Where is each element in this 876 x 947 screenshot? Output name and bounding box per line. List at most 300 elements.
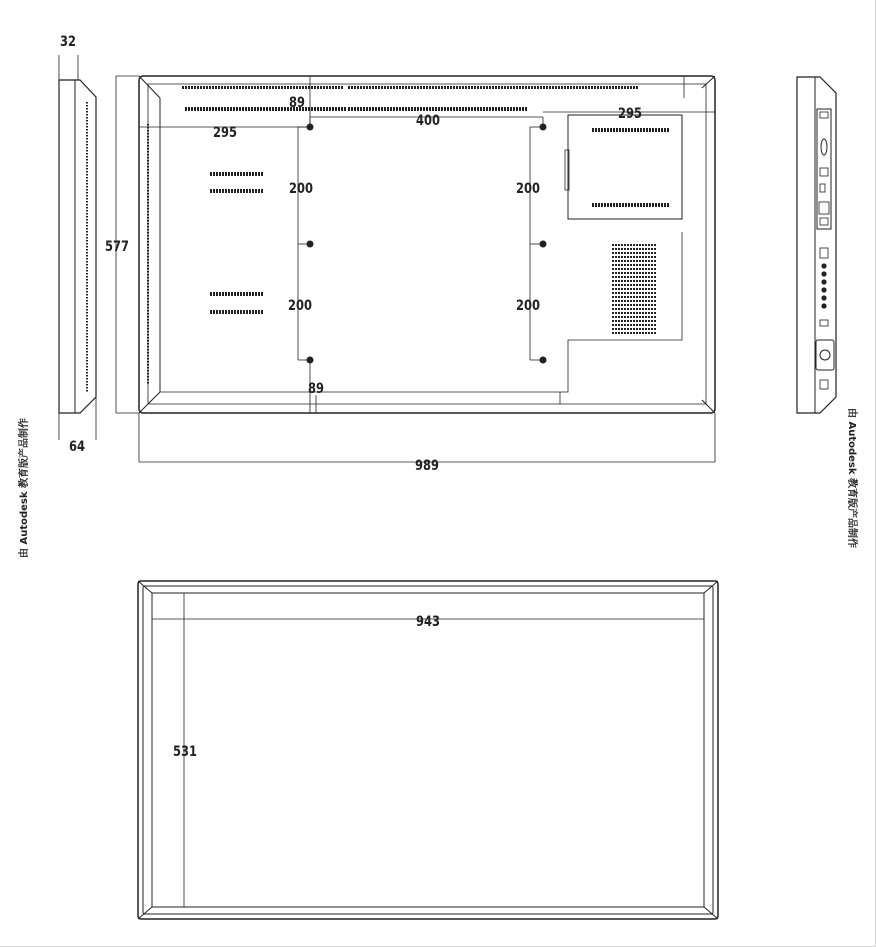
power-socket-icon <box>820 350 830 360</box>
vent-slot-icon <box>510 86 512 89</box>
vent-slot-icon <box>489 107 491 111</box>
vent-slot-icon <box>627 244 629 246</box>
vent-slot-icon <box>567 86 569 89</box>
vent-slot-icon <box>86 183 88 185</box>
vent-slot-icon <box>147 352 149 354</box>
vent-slot-icon <box>624 86 626 89</box>
vent-slot-icon <box>651 256 653 258</box>
vent-slot-icon <box>522 107 524 111</box>
vent-slot-icon <box>210 189 212 193</box>
vent-slot-icon <box>225 189 227 193</box>
vent-slot-icon <box>86 243 88 245</box>
vent-slot-icon <box>633 272 635 274</box>
vent-slot-icon <box>630 308 632 310</box>
vent-slot-icon <box>188 86 190 89</box>
vent-slot-icon <box>639 308 641 310</box>
vent-slot-icon <box>441 86 443 89</box>
vent-slot-icon <box>513 107 515 111</box>
vent-slot-icon <box>612 284 614 286</box>
vent-slot-icon <box>86 153 88 155</box>
vent-slot-icon <box>147 277 149 279</box>
io-port-icon <box>821 271 826 276</box>
vent-slot-icon <box>618 260 620 262</box>
vent-slot-icon <box>630 304 632 306</box>
vent-slot-icon <box>147 301 149 303</box>
vent-slot-icon <box>636 332 638 334</box>
vent-slot-icon <box>618 248 620 250</box>
vent-slot-icon <box>621 308 623 310</box>
vent-slot-icon <box>642 304 644 306</box>
dim-right-edge-to-hole: 295 <box>618 105 642 123</box>
vent-slot-icon <box>654 324 656 326</box>
io-port-icon <box>820 380 828 389</box>
vent-slot-icon <box>607 128 609 132</box>
vent-slot-icon <box>414 86 416 89</box>
vent-slot-icon <box>147 286 149 288</box>
vent-slot-icon <box>147 337 149 339</box>
vent-slot-icon <box>86 225 88 227</box>
vent-slot-icon <box>314 107 316 111</box>
vent-slot-icon <box>598 203 600 207</box>
vent-slot-icon <box>621 268 623 270</box>
vent-slot-icon <box>206 107 208 111</box>
vent-slot-icon <box>86 360 88 362</box>
vent-slot-icon <box>621 332 623 334</box>
vent-slot-icon <box>649 203 651 207</box>
vent-slot-icon <box>147 133 149 135</box>
vent-slot-icon <box>642 260 644 262</box>
vent-slot-icon <box>627 256 629 258</box>
vent-slot-icon <box>492 86 494 89</box>
vent-slot-icon <box>219 189 221 193</box>
vent-slot-icon <box>86 351 88 353</box>
vent-slot-icon <box>390 107 392 111</box>
vent-slot-icon <box>275 107 277 111</box>
vent-slot-icon <box>147 217 149 219</box>
vent-slot-icon <box>633 320 635 322</box>
vent-slot-icon <box>432 86 434 89</box>
vent-slot-icon <box>654 248 656 250</box>
vent-slot-icon <box>667 203 669 207</box>
vent-slot-icon <box>86 234 88 236</box>
vent-slot-icon <box>147 163 149 165</box>
vent-slot-icon <box>618 292 620 294</box>
vent-slot-icon <box>477 107 479 111</box>
vent-slot-icon <box>606 86 608 89</box>
vent-slot-icon <box>648 276 650 278</box>
vent-slot-icon <box>147 322 149 324</box>
vent-slot-icon <box>86 114 88 116</box>
vent-slot-icon <box>658 128 660 132</box>
vent-slot-icon <box>552 86 554 89</box>
vent-slot-icon <box>519 107 521 111</box>
vent-slot-icon <box>86 267 88 269</box>
vent-slot-icon <box>642 280 644 282</box>
vent-slot-icon <box>630 248 632 250</box>
vent-slot-icon <box>615 332 617 334</box>
vent-slot-icon <box>618 296 620 298</box>
vent-slot-icon <box>86 123 88 125</box>
vent-slot-icon <box>272 107 274 111</box>
io-port-icon <box>821 139 827 155</box>
vent-slot-icon <box>366 86 368 89</box>
vent-slot-icon <box>642 296 644 298</box>
vent-slot-icon <box>255 189 257 193</box>
vent-slot-icon <box>621 252 623 254</box>
vent-slot-icon <box>630 316 632 318</box>
vent-slot-icon <box>357 107 359 111</box>
vent-slot-icon <box>86 174 88 176</box>
vent-slot-icon <box>86 165 88 167</box>
vent-slot-icon <box>86 162 88 164</box>
vent-slot-icon <box>252 292 254 296</box>
vent-slot-icon <box>248 86 250 89</box>
vent-slot-icon <box>576 86 578 89</box>
vent-slot-icon <box>642 256 644 258</box>
vent-slot-icon <box>402 86 404 89</box>
dim-hole-spacing-left-upper: 200 <box>289 180 313 198</box>
vent-slot-icon <box>86 204 88 206</box>
vent-slot-icon <box>510 107 512 111</box>
vent-slot-icon <box>147 205 149 207</box>
vent-slot-icon <box>615 320 617 322</box>
io-port-icon <box>820 248 828 258</box>
vent-slot-icon <box>634 128 636 132</box>
vent-slot-icon <box>642 320 644 322</box>
vent-slot-icon <box>335 107 337 111</box>
vent-slot-icon <box>147 253 149 255</box>
vent-slot-icon <box>147 142 149 144</box>
vent-slot-icon <box>651 328 653 330</box>
vent-slot-icon <box>147 358 149 360</box>
vent-slot-icon <box>206 86 208 89</box>
vent-slot-icon <box>615 86 617 89</box>
vent-slot-icon <box>642 252 644 254</box>
vent-slot-icon <box>633 288 635 290</box>
vent-slot-icon <box>633 296 635 298</box>
dim-hole-spacing-left-lower: 200 <box>288 297 312 315</box>
vent-slot-icon <box>384 86 386 89</box>
vent-slot-icon <box>639 320 641 322</box>
vent-slot-icon <box>627 292 629 294</box>
vent-slot-icon <box>633 316 635 318</box>
vent-slot-icon <box>624 300 626 302</box>
vent-slot-icon <box>86 228 88 230</box>
vent-slot-icon <box>630 244 632 246</box>
vent-slot-icon <box>645 268 647 270</box>
front-bevel-line <box>704 581 718 593</box>
vent-slot-icon <box>615 308 617 310</box>
vent-slot-icon <box>618 244 620 246</box>
vent-slot-icon <box>654 304 656 306</box>
vent-slot-icon <box>329 86 331 89</box>
vent-slot-icon <box>465 107 467 111</box>
vent-slot-icon <box>648 252 650 254</box>
vent-slot-icon <box>627 296 629 298</box>
vent-slot-icon <box>642 312 644 314</box>
vent-slot-icon <box>147 346 149 348</box>
vent-slot-icon <box>513 86 515 89</box>
vent-slot-icon <box>495 107 497 111</box>
vent-slot-icon <box>147 265 149 267</box>
vent-slot-icon <box>636 260 638 262</box>
vent-slot-icon <box>258 292 260 296</box>
vent-slot-icon <box>326 86 328 89</box>
vent-slot-icon <box>243 292 245 296</box>
vent-slot-icon <box>338 86 340 89</box>
vent-slot-icon <box>648 292 650 294</box>
vent-slot-icon <box>147 181 149 183</box>
vent-slot-icon <box>86 258 88 260</box>
vent-slot-icon <box>618 268 620 270</box>
vent-slot-icon <box>636 288 638 290</box>
vent-slot-icon <box>210 292 212 296</box>
vent-slot-icon <box>610 203 612 207</box>
vent-slot-icon <box>654 316 656 318</box>
vent-slot-icon <box>528 86 530 89</box>
vent-slot-icon <box>618 284 620 286</box>
vent-slot-icon <box>654 292 656 294</box>
vent-slot-icon <box>396 86 398 89</box>
vent-slot-icon <box>592 203 594 207</box>
io-port-icon <box>821 279 826 284</box>
vent-slot-icon <box>636 268 638 270</box>
vent-slot-icon <box>219 292 221 296</box>
vent-slot-icon <box>627 320 629 322</box>
vent-slot-icon <box>218 86 220 89</box>
vent-slot-icon <box>438 107 440 111</box>
vent-slot-icon <box>341 107 343 111</box>
io-port-icon <box>820 320 828 326</box>
vent-slot-icon <box>639 256 641 258</box>
vent-slot-icon <box>228 172 230 176</box>
vent-slot-icon <box>633 264 635 266</box>
vent-slot-icon <box>219 172 221 176</box>
vent-slot-icon <box>260 107 262 111</box>
vent-slot-icon <box>654 300 656 302</box>
vent-slot-icon <box>348 86 350 89</box>
vent-slot-icon <box>612 280 614 282</box>
vent-slot-icon <box>648 328 650 330</box>
vent-slot-icon <box>651 268 653 270</box>
vent-slot-icon <box>652 203 654 207</box>
vent-slot-icon <box>639 324 641 326</box>
vent-slot-icon <box>651 288 653 290</box>
vent-slot-icon <box>621 264 623 266</box>
vent-slot-icon <box>147 289 149 291</box>
vent-slot-icon <box>636 284 638 286</box>
vent-slot-icon <box>633 308 635 310</box>
vent-slot-icon <box>435 107 437 111</box>
vent-slot-icon <box>642 264 644 266</box>
vent-slot-icon <box>639 244 641 246</box>
vent-slot-icon <box>147 157 149 159</box>
vent-slot-icon <box>260 86 262 89</box>
vent-slot-icon <box>633 292 635 294</box>
vent-slot-icon <box>326 107 328 111</box>
vent-slot-icon <box>618 288 620 290</box>
vent-slot-icon <box>636 300 638 302</box>
vent-slot-icon <box>257 86 259 89</box>
vent-slot-icon <box>633 268 635 270</box>
vent-slot-icon <box>459 86 461 89</box>
vent-slot-icon <box>230 107 232 111</box>
vent-slot-icon <box>651 284 653 286</box>
vent-slot-icon <box>86 378 88 380</box>
vent-slot-icon <box>266 86 268 89</box>
vent-slot-icon <box>618 256 620 258</box>
vent-slot-icon <box>645 256 647 258</box>
vent-slot-icon <box>637 128 639 132</box>
vent-slot-icon <box>643 203 645 207</box>
vent-slot-icon <box>612 252 614 254</box>
vent-slot-icon <box>147 364 149 366</box>
vent-slot-icon <box>639 300 641 302</box>
vent-slot-icon <box>393 86 395 89</box>
vent-slot-icon <box>639 296 641 298</box>
vent-slot-icon <box>633 244 635 246</box>
vent-slot-icon <box>86 309 88 311</box>
vent-slot-icon <box>86 231 88 233</box>
vent-slot-icon <box>332 107 334 111</box>
vent-slot-icon <box>372 107 374 111</box>
vent-slot-icon <box>624 328 626 330</box>
vent-slot-icon <box>86 189 88 191</box>
vent-slot-icon <box>627 300 629 302</box>
vent-slot-icon <box>281 86 283 89</box>
vent-slot-icon <box>363 107 365 111</box>
vent-slot-icon <box>240 189 242 193</box>
vent-slot-icon <box>147 382 149 384</box>
vent-slot-icon <box>645 288 647 290</box>
vent-slot-icon <box>630 268 632 270</box>
vent-slot-icon <box>221 86 223 89</box>
vent-slot-icon <box>651 332 653 334</box>
vent-slot-icon <box>621 296 623 298</box>
vent-slot-icon <box>441 107 443 111</box>
vent-slot-icon <box>369 86 371 89</box>
vent-slot-icon <box>222 172 224 176</box>
vent-slot-icon <box>86 216 88 218</box>
vent-slot-icon <box>651 296 653 298</box>
vent-slot-icon <box>618 264 620 266</box>
vent-slot-icon <box>615 304 617 306</box>
vent-slot-icon <box>249 292 251 296</box>
vent-slot-icon <box>627 284 629 286</box>
vent-slot-icon <box>215 107 217 111</box>
vent-slot-icon <box>636 248 638 250</box>
vent-slot-icon <box>147 292 149 294</box>
dim-side-depth-top: 32 <box>60 33 76 51</box>
vent-slot-icon <box>197 107 199 111</box>
vent-slot-icon <box>625 203 627 207</box>
vent-slot-icon <box>627 312 629 314</box>
vent-slot-icon <box>615 312 617 314</box>
vent-slot-icon <box>147 343 149 345</box>
vent-slot-icon <box>224 86 226 89</box>
vent-slot-icon <box>423 107 425 111</box>
vent-slot-icon <box>203 107 205 111</box>
vent-slot-icon <box>639 312 641 314</box>
vent-slot-icon <box>639 284 641 286</box>
vent-slot-icon <box>86 336 88 338</box>
vent-slot-icon <box>239 86 241 89</box>
vent-slot-icon <box>86 144 88 146</box>
vent-slot-icon <box>642 300 644 302</box>
vent-slot-icon <box>408 107 410 111</box>
vent-slot-icon <box>558 86 560 89</box>
vent-slot-icon <box>86 375 88 377</box>
vent-slot-icon <box>227 107 229 111</box>
vent-slot-icon <box>630 296 632 298</box>
vent-slot-icon <box>314 86 316 89</box>
vent-slot-icon <box>453 107 455 111</box>
vent-slot-icon <box>603 86 605 89</box>
vent-slot-icon <box>630 320 632 322</box>
vent-slot-icon <box>480 86 482 89</box>
vent-slot-icon <box>624 272 626 274</box>
vent-slot-icon <box>147 361 149 363</box>
vent-slot-icon <box>636 252 638 254</box>
vent-slot-icon <box>438 86 440 89</box>
vent-slot-icon <box>147 349 149 351</box>
vent-slot-icon <box>420 107 422 111</box>
vent-slot-icon <box>636 244 638 246</box>
vent-slot-icon <box>624 288 626 290</box>
vent-slot-icon <box>147 214 149 216</box>
vent-slot-icon <box>209 86 211 89</box>
vent-slot-icon <box>234 310 236 314</box>
vent-slot-icon <box>639 328 641 330</box>
vent-slot-icon <box>284 107 286 111</box>
vent-slot-icon <box>249 172 251 176</box>
vent-slot-icon <box>651 280 653 282</box>
vent-slot-icon <box>630 284 632 286</box>
vent-slot-icon <box>630 332 632 334</box>
vent-slot-icon <box>302 86 304 89</box>
vent-slot-icon <box>293 86 295 89</box>
vent-slot-icon <box>147 124 149 126</box>
vent-slot-icon <box>245 86 247 89</box>
vent-slot-icon <box>534 86 536 89</box>
vent-slot-icon <box>612 86 614 89</box>
vent-slot-icon <box>612 248 614 250</box>
vent-slot-icon <box>636 308 638 310</box>
vent-slot-icon <box>147 247 149 249</box>
vent-slot-icon <box>636 280 638 282</box>
vent-slot-icon <box>261 292 263 296</box>
vent-slot-icon <box>624 284 626 286</box>
vent-slot-icon <box>627 86 629 89</box>
vent-slot-icon <box>624 324 626 326</box>
vent-slot-icon <box>456 107 458 111</box>
vent-slot-icon <box>261 172 263 176</box>
vent-slot-icon <box>86 369 88 371</box>
vent-slot-icon <box>263 86 265 89</box>
vent-slot-icon <box>633 284 635 286</box>
vent-slot-icon <box>426 86 428 89</box>
vent-slot-icon <box>147 199 149 201</box>
vent-slot-icon <box>639 292 641 294</box>
watermark-right: 由 Autodesk 教育版产品制作 <box>846 407 857 549</box>
vent-slot-icon <box>194 107 196 111</box>
vent-slot-icon <box>147 355 149 357</box>
vent-slot-icon <box>504 107 506 111</box>
vent-slot-icon <box>633 332 635 334</box>
vent-slot-icon <box>486 86 488 89</box>
vent-slot-icon <box>654 260 656 262</box>
vent-slot-icon <box>639 304 641 306</box>
